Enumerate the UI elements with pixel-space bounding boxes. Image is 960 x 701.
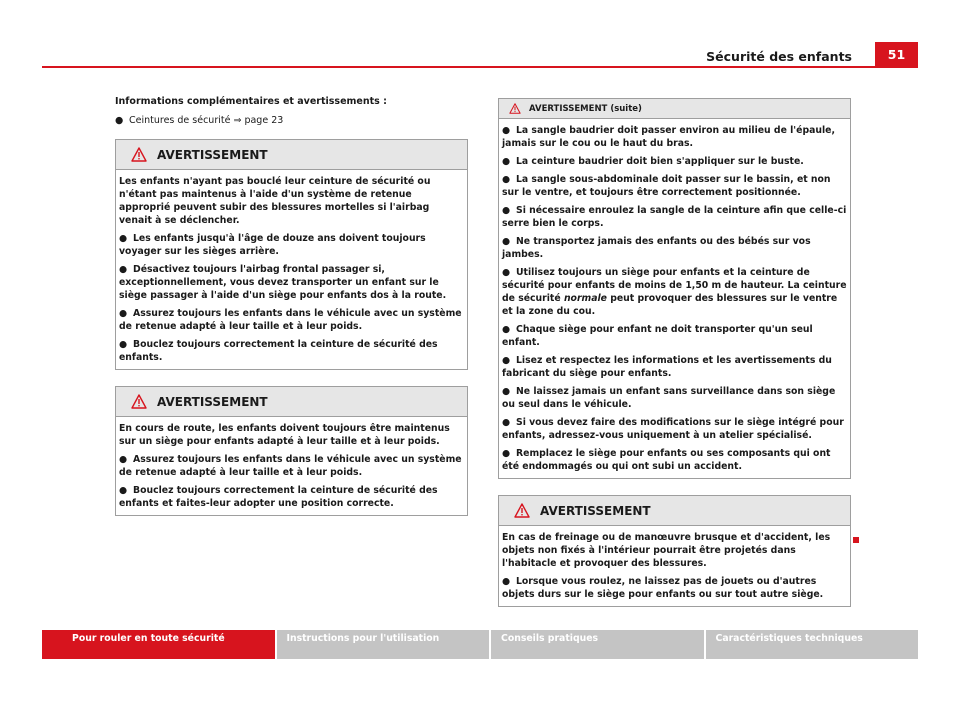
warning-box-1 xyxy=(115,139,468,370)
warning-item: ● Bouclez toujours correctement la ceinture de sécurité des enfants et faites-leur adopter une position correcte. xyxy=(119,485,438,509)
warning-box-header xyxy=(116,387,467,417)
warning-triangle-icon xyxy=(131,394,147,409)
warning-item: ● Désactivez toujours l'airbag frontal passager si, exceptionnellement, vous devez transporter un enfant sur le siège passager à l'aide d'un siège pour enfants dos à la route. xyxy=(119,264,447,301)
warning-lead: En cas de freinage ou de manœuvre brusque et d'accident, les objets non fixés à l'intérieur pourrait être projetés dans l'habitacle et provoquer des blessures. xyxy=(502,532,831,569)
warning-lead: Les enfants n'ayant pas bouclé leur ceinture de sécurité ou n'étant pas maintenus à l'aide d'un système de retenue approprié peuvent subir des blessures mortelles si l'airbag venait à se déclencher. xyxy=(119,176,431,226)
warning-title: AVERTISSEMENT (suite) xyxy=(529,103,642,114)
tab-caracteristiques[interactable]: Caractéristiques techniques xyxy=(704,630,919,659)
warning-item: ● Si nécessaire enroulez la sangle de la ceinture afin que celle-ci serre bien le corps. xyxy=(502,205,847,229)
intro-bullet: ● Ceintures de sécurité ⇒ page 23 xyxy=(115,115,284,126)
warning-item: ● Remplacez le siège pour enfants ou ses composants qui ont été endommagés ou qui ont subi un accident. xyxy=(502,448,831,472)
warning-box-2 xyxy=(115,386,468,516)
tab-conseils[interactable]: Conseils pratiques xyxy=(489,630,704,659)
warning-title: AVERTISSEMENT xyxy=(157,147,268,162)
left-column xyxy=(115,96,468,532)
warning-lead: En cours de route, les enfants doivent toujours être maintenus sur un siège pour enfants adapté à leur taille et à leur poids. xyxy=(119,423,450,447)
warning-title: AVERTISSEMENT xyxy=(540,503,651,518)
warning-triangle-icon xyxy=(514,503,530,518)
warning-item: ● Ne transportez jamais des enfants ou des bébés sur vos jambes. xyxy=(502,236,811,260)
warning-item: ● Utilisez toujours un siège pour enfants et la ceinture de sécurité pour enfants de moins de 1,50 m de hauteur. La ceinture de sécurité normale peut provoquer des blessures sur le ventre et la zone du cou. xyxy=(502,267,847,317)
warning-body xyxy=(116,417,467,515)
warning-item: ● La sangle baudrier doit passer environ au milieu de l'épaule, jamais sur le cou ou le haut du bras. xyxy=(502,125,836,149)
warning-body xyxy=(499,119,850,478)
warning-body xyxy=(499,526,850,606)
header-rule xyxy=(42,66,918,68)
warning-box-continued xyxy=(498,98,851,479)
warning-box-3 xyxy=(498,495,851,607)
page-number: 51 xyxy=(875,42,918,68)
warning-body xyxy=(116,170,467,369)
intro-heading: Informations complémentaires et avertissements : xyxy=(115,96,387,107)
warning-item: ● La ceinture baudrier doit bien s'appliquer sur le buste. xyxy=(502,156,804,167)
footer-nav xyxy=(42,630,918,659)
warning-item: ● Si vous devez faire des modifications sur le siège intégré pour enfants, adressez-vous uniquement à un atelier spécialisé. xyxy=(502,417,844,441)
warning-item: ● Assurez toujours les enfants dans le véhicule avec un système de retenue adapté à leur taille et à leur poids. xyxy=(119,454,462,478)
warning-box-header xyxy=(116,140,467,170)
right-column xyxy=(498,98,851,623)
warning-triangle-icon xyxy=(131,147,147,162)
warning-title: AVERTISSEMENT xyxy=(157,394,268,409)
warning-box-header xyxy=(499,496,850,526)
warning-item: ● Les enfants jusqu'à l'âge de douze ans doivent toujours voyager sur les sièges arrière. xyxy=(119,233,426,257)
warning-box-header xyxy=(499,99,850,119)
warning-item: ● Assurez toujours les enfants dans le véhicule avec un système de retenue adapté à leur taille et à leur poids. xyxy=(119,308,462,332)
section-end-marker xyxy=(853,537,859,543)
warning-item: ● Lorsque vous roulez, ne laissez pas de jouets ou d'autres objets durs sur le siège pour enfants ou sur tout autre siège. xyxy=(502,576,824,600)
tab-instructions[interactable]: Instructions pour l'utilisation xyxy=(275,630,490,659)
warning-item: ● Bouclez toujours correctement la ceinture de sécurité des enfants. xyxy=(119,339,438,363)
section-title: Sécurité des enfants xyxy=(706,49,852,64)
warning-triangle-icon xyxy=(509,103,521,114)
intro-bullet-text: Ceintures de sécurité ⇒ page 23 xyxy=(129,115,284,126)
warning-item: ● Chaque siège pour enfant ne doit transporter qu'un seul enfant. xyxy=(502,324,813,348)
warning-item: ● Ne laissez jamais un enfant sans surveillance dans son siège ou seul dans le véhicule. xyxy=(502,386,836,410)
warning-item: ● Lisez et respectez les informations et les avertissements du fabricant du siège pour enfants. xyxy=(502,355,832,379)
tab-rouler-securite[interactable]: Pour rouler en toute sécurité xyxy=(42,630,275,659)
warning-item: ● La sangle sous-abdominale doit passer sur le bassin, et non sur le ventre, et toujours être correctement positionnée. xyxy=(502,174,831,198)
